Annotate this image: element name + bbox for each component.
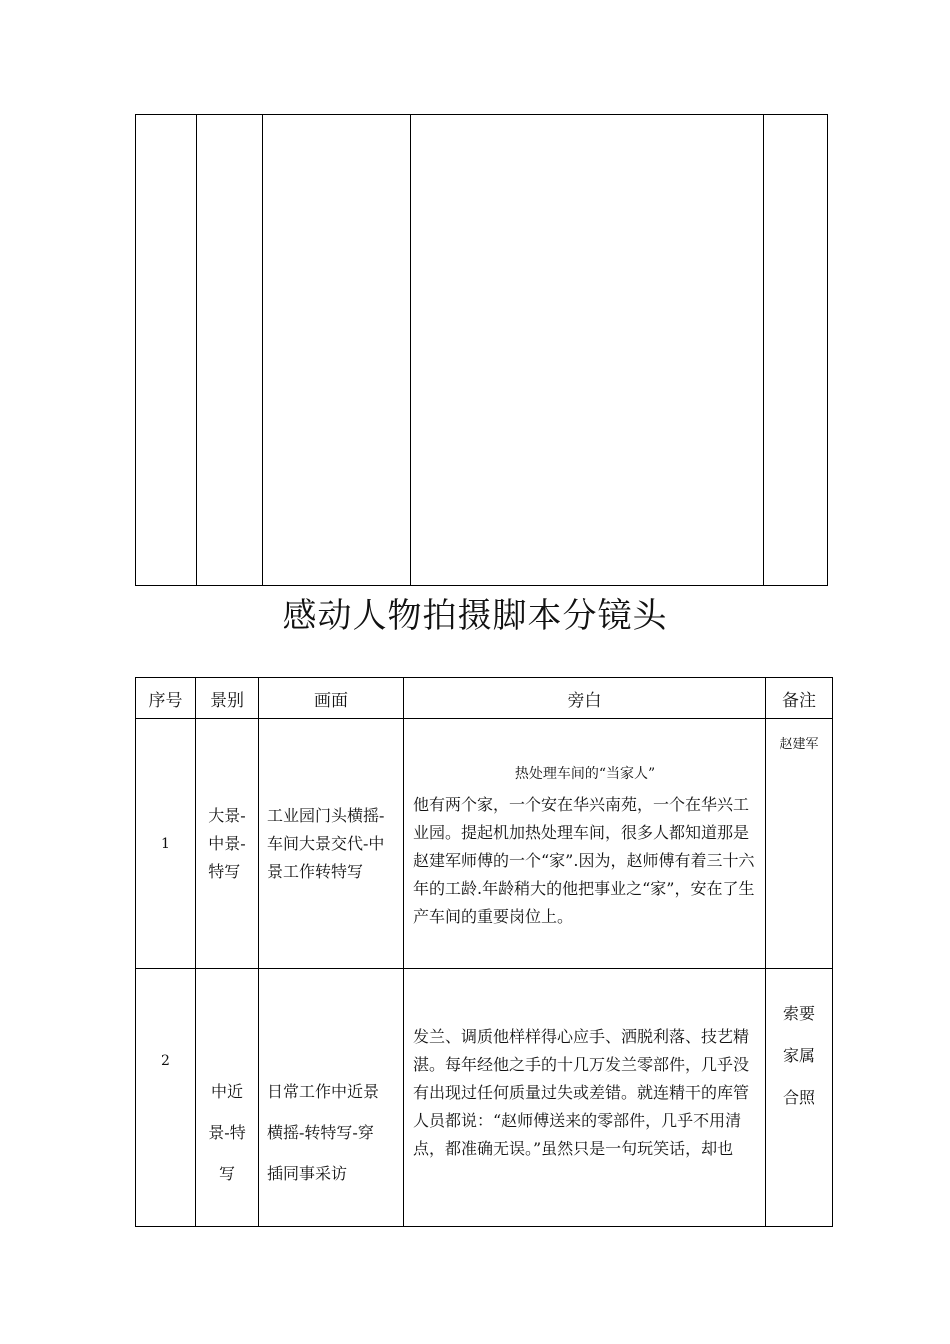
empty-cell xyxy=(197,115,263,586)
visual-text: 日常工作中近景 横摇-转特写-穿 插同事采访 xyxy=(267,1082,380,1183)
row-index: 2 xyxy=(136,969,196,1227)
notes-text: 索要 家属 合照 xyxy=(782,1004,815,1107)
row-shot-type xyxy=(196,969,259,1227)
previous-page-table xyxy=(135,114,828,586)
row-shot-type xyxy=(196,719,259,969)
visual-text: 工业园门头横摇- 车间大景交代-中 景工作转特写 xyxy=(267,805,385,881)
row-visual xyxy=(259,969,404,1227)
shot-type-text: 中近 景-特 写 xyxy=(208,1082,246,1183)
storyboard-table xyxy=(135,677,833,1227)
row-visual xyxy=(259,719,404,969)
row-notes: 赵建军 xyxy=(766,719,833,969)
row-narration xyxy=(404,969,766,1227)
table-row xyxy=(136,719,833,969)
empty-cell xyxy=(263,115,411,586)
header-narration: 旁白 xyxy=(404,678,766,719)
page-title: 感动人物拍摄脚本分镜头 xyxy=(282,596,668,636)
header-index: 序号 xyxy=(136,678,196,719)
narration-text: 他有两个家，一个安在华兴南苑，一个在华兴工业园。提起机加热处理车间，很多人都知道那是赵建军师傅的一个“家”.因为，赵师傅有着三十六年的工龄.年龄稍大的他把事业之“家”，安在了生产车间的重要岗位上。 xyxy=(413,794,755,926)
empty-cell xyxy=(411,115,764,586)
header-shot-type: 景别 xyxy=(196,678,259,719)
shot-type-text: 大景- 中景- 特写 xyxy=(208,805,246,881)
table-header-row xyxy=(136,678,833,719)
narration-text: 发兰、调质他样样得心应手、洒脱利落、技艺精湛。每年经他之手的十几万发兰零部件，几乎没有出现过任何质量过失或差错。就连精干的库管人员都说：“赵师傅送来的零部件，几乎不用清点，都准确无误。”虽然只是一句玩笑话，却也 xyxy=(413,1027,750,1158)
header-visual: 画面 xyxy=(259,678,404,719)
row-narration xyxy=(404,719,766,969)
row-index: 1 xyxy=(136,719,196,969)
table-row xyxy=(136,115,828,586)
narration-headline: 热处理车间的“当家人” xyxy=(514,765,656,782)
empty-cell xyxy=(136,115,197,586)
row-notes xyxy=(766,969,833,1227)
empty-cell xyxy=(764,115,828,586)
table-row xyxy=(136,969,833,1227)
header-notes: 备注 xyxy=(766,678,833,719)
